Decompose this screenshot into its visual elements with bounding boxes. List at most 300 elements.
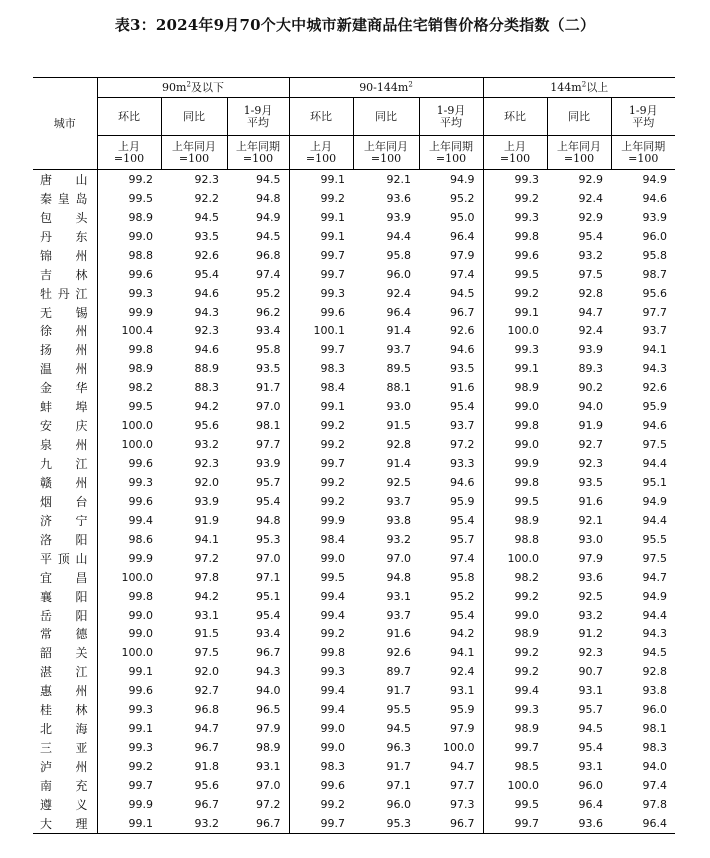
index-value-cell: 91.5 xyxy=(194,627,219,641)
index-value-cell: 98.2 xyxy=(483,568,547,587)
index-value-cell: 94.1 xyxy=(194,532,219,546)
group-header-medium: $90-144m^2$ xyxy=(289,78,483,98)
index-value-cell: 99.1 xyxy=(289,397,353,416)
table-row xyxy=(33,170,675,189)
index-value-cell: 98.8 xyxy=(483,530,547,549)
index-value-cell: 94.5 xyxy=(256,172,281,186)
index-value-cell: 99.5 xyxy=(97,397,161,416)
index-value-cell: 98.4 xyxy=(289,378,353,397)
index-value-cell: 93.9 xyxy=(256,457,281,471)
index-value-cell: 99.2 xyxy=(289,435,353,454)
index-value-cell: 99.4 xyxy=(97,511,161,530)
index-value-cell: 99.7 xyxy=(289,265,353,284)
index-value-cell: 92.6 xyxy=(642,381,667,395)
index-value-cell: 95.9 xyxy=(642,400,667,414)
table-row xyxy=(33,284,675,303)
table-row xyxy=(33,359,675,378)
index-value-cell: 93.5 xyxy=(578,475,603,489)
index-value-cell: 97.0 xyxy=(256,551,281,565)
index-value-cell: 99.1 xyxy=(97,719,161,738)
table-title: 表3：2024年9月70个大中城市新建商品住宅销售价格分类指数（二） xyxy=(114,16,596,34)
index-value-cell: 94.4 xyxy=(642,608,667,622)
index-value-cell: 99.4 xyxy=(483,681,547,700)
mom-header: 环比 xyxy=(97,98,161,136)
index-value-cell: 95.4 xyxy=(450,513,475,527)
index-value-cell: 93.0 xyxy=(386,400,411,414)
index-value-cell: 92.3 xyxy=(194,457,219,471)
index-value-cell: 93.2 xyxy=(161,814,227,833)
index-value-cell: 98.9 xyxy=(483,625,547,644)
index-value-cell: 89.3 xyxy=(578,362,603,376)
index-value-cell: 88.3 xyxy=(194,381,219,395)
index-value-cell: 92.3 xyxy=(578,457,603,471)
index-value-cell: 91.4 xyxy=(386,324,411,338)
index-value-cell: 99.0 xyxy=(97,227,161,246)
table-row xyxy=(33,587,675,606)
index-value-cell: 94.5 xyxy=(642,646,667,660)
index-value-cell: 97.5 xyxy=(194,646,219,660)
index-value-cell: 93.6 xyxy=(547,814,611,833)
index-value-cell: 95.8 xyxy=(450,570,475,584)
index-value-cell: 92.0 xyxy=(194,475,219,489)
table-row xyxy=(33,511,675,530)
index-value-cell: 92.4 xyxy=(386,286,411,300)
table-row xyxy=(33,189,675,208)
index-value-cell: 97.7 xyxy=(642,305,667,319)
index-value-cell: 98.3 xyxy=(642,741,667,755)
index-value-cell: 95.3 xyxy=(353,814,419,833)
index-value-cell: 99.0 xyxy=(483,435,547,454)
index-value-cell: 93.2 xyxy=(578,608,603,622)
city-name-cell: 安庆 xyxy=(40,419,88,434)
header-row-groups xyxy=(33,78,675,98)
index-value-cell: 93.4 xyxy=(256,324,281,338)
index-value-cell: 94.5 xyxy=(578,722,603,736)
table-row xyxy=(33,643,675,662)
index-value-cell: 94.2 xyxy=(194,400,219,414)
index-value-cell: 90.2 xyxy=(578,381,603,395)
city-name-cell: 洛阳 xyxy=(40,532,88,547)
index-value-cell: 99.3 xyxy=(289,662,353,681)
index-value-cell: 99.3 xyxy=(97,738,161,757)
index-value-cell: 94.9 xyxy=(642,172,667,186)
index-value-cell: 99.6 xyxy=(289,303,353,322)
index-value-cell: 98.9 xyxy=(483,378,547,397)
index-value-cell: 99.1 xyxy=(97,814,161,833)
index-value-cell: 99.8 xyxy=(483,227,547,246)
index-value-cell: 96.4 xyxy=(578,797,603,811)
index-value-cell: 93.7 xyxy=(642,324,667,338)
index-value-cell: 97.5 xyxy=(642,551,667,565)
index-value-cell: 94.6 xyxy=(194,343,219,357)
index-value-cell: 95.4 xyxy=(256,608,281,622)
table-row xyxy=(33,606,675,625)
index-value-cell: 97.9 xyxy=(578,551,603,565)
table-row xyxy=(33,719,675,738)
index-value-cell: 99.7 xyxy=(483,814,547,833)
index-value-cell: 99.3 xyxy=(97,473,161,492)
index-value-cell: 99.6 xyxy=(97,265,161,284)
index-value-cell: 99.2 xyxy=(289,416,353,435)
index-value-cell: 95.7 xyxy=(450,532,475,546)
index-value-cell: 94.5 xyxy=(256,229,281,243)
index-value-cell: 94.9 xyxy=(642,494,667,508)
city-name-cell: 秦皇岛 xyxy=(40,191,88,206)
index-value-cell: 93.1 xyxy=(386,589,411,603)
index-value-cell: 92.4 xyxy=(578,191,603,205)
city-name-cell: 丹东 xyxy=(40,229,88,244)
group-header-small: $90m^2$及以下 xyxy=(97,78,289,98)
index-value-cell: 97.8 xyxy=(194,570,219,584)
index-value-cell: 99.2 xyxy=(289,189,353,208)
index-value-cell: 95.4 xyxy=(578,741,603,755)
index-value-cell: 99.1 xyxy=(483,303,547,322)
index-value-cell: 89.5 xyxy=(386,362,411,376)
city-name-cell: 襄阳 xyxy=(40,589,88,604)
index-value-cell: 95.7 xyxy=(256,475,281,489)
avg-header: 1-9月 平均 xyxy=(611,98,675,136)
index-value-cell: 97.5 xyxy=(578,267,603,281)
yoy-base-header: 上年同月 =100 xyxy=(353,136,419,170)
index-value-cell: 93.2 xyxy=(578,248,603,262)
index-value-cell: 93.6 xyxy=(578,570,603,584)
index-value-cell: 95.4 xyxy=(578,229,603,243)
index-value-cell: 97.1 xyxy=(386,778,411,792)
index-value-cell: 98.8 xyxy=(97,246,161,265)
index-value-cell: 100.0 xyxy=(443,741,475,755)
index-value-cell: 95.9 xyxy=(450,703,475,717)
index-value-cell: 93.2 xyxy=(194,438,219,452)
index-value-cell: 99.2 xyxy=(289,625,353,644)
city-name-cell: 泸州 xyxy=(40,760,88,775)
index-value-cell: 95.1 xyxy=(256,589,281,603)
index-value-cell: 99.8 xyxy=(289,643,353,662)
index-value-cell: 92.2 xyxy=(194,191,219,205)
mom-header: 环比 xyxy=(289,98,353,136)
index-value-cell: 96.0 xyxy=(642,703,667,717)
index-value-cell: 97.7 xyxy=(256,438,281,452)
city-name-cell: 宜昌 xyxy=(40,570,88,585)
index-value-cell: 98.9 xyxy=(483,719,547,738)
index-value-cell: 94.9 xyxy=(642,589,667,603)
index-value-cell: 94.5 xyxy=(386,722,411,736)
group-header-large: $144m^2$以上 xyxy=(483,78,675,98)
index-value-cell: 98.6 xyxy=(97,530,161,549)
index-value-cell: 94.3 xyxy=(194,305,219,319)
index-value-cell: 97.8 xyxy=(642,797,667,811)
index-value-cell: 92.4 xyxy=(578,324,603,338)
index-value-cell: 99.9 xyxy=(97,303,161,322)
index-value-cell: 93.1 xyxy=(450,684,475,698)
index-value-cell: 94.3 xyxy=(256,665,281,679)
index-value-cell: 97.4 xyxy=(256,267,281,281)
index-value-cell: 94.2 xyxy=(194,589,219,603)
city-name-cell: 常德 xyxy=(40,627,88,642)
index-value-cell: 99.1 xyxy=(289,227,353,246)
index-value-cell: 93.9 xyxy=(386,210,411,224)
index-value-cell: 95.6 xyxy=(194,778,219,792)
index-value-cell: 95.8 xyxy=(642,248,667,262)
index-value-cell: 98.3 xyxy=(289,757,353,776)
index-value-cell: 94.2 xyxy=(450,627,475,641)
index-value-cell: 99.0 xyxy=(97,606,161,625)
index-value-cell: 93.5 xyxy=(256,362,281,376)
city-name-cell: 桂林 xyxy=(40,703,88,718)
index-value-cell: 93.8 xyxy=(642,684,667,698)
index-value-cell: 97.5 xyxy=(642,438,667,452)
index-value-cell: 91.2 xyxy=(578,627,603,641)
avg-header: 1-9月 平均 xyxy=(227,98,289,136)
index-value-cell: 99.3 xyxy=(483,340,547,359)
table-row xyxy=(33,738,675,757)
table-row xyxy=(33,322,675,341)
index-value-cell: 96.7 xyxy=(194,797,219,811)
index-value-cell: 92.5 xyxy=(578,589,603,603)
index-value-cell: 93.0 xyxy=(578,532,603,546)
index-value-cell: 100.0 xyxy=(97,643,161,662)
mom-base-header: 上月 =100 xyxy=(483,136,547,170)
mom-base-header: 上月 =100 xyxy=(289,136,353,170)
table-row xyxy=(33,378,675,397)
city-name-cell: 牡丹江 xyxy=(40,286,88,301)
table-row xyxy=(33,549,675,568)
index-value-cell: 93.5 xyxy=(194,229,219,243)
index-value-cell: 99.3 xyxy=(483,208,547,227)
table-row xyxy=(33,662,675,681)
table-row xyxy=(33,700,675,719)
index-value-cell: 93.1 xyxy=(578,684,603,698)
table-row xyxy=(33,530,675,549)
index-value-cell: 94.6 xyxy=(642,419,667,433)
index-value-cell: 100.0 xyxy=(483,322,547,341)
city-name-cell: 无锡 xyxy=(40,305,88,320)
city-name-cell: 北海 xyxy=(40,722,88,737)
city-name-cell: 金华 xyxy=(40,381,88,396)
table-row xyxy=(33,265,675,284)
table-row xyxy=(33,303,675,322)
index-value-cell: 99.2 xyxy=(97,170,161,189)
index-value-cell: 99.2 xyxy=(289,492,353,511)
index-value-cell: 97.2 xyxy=(256,797,281,811)
index-value-cell: 95.2 xyxy=(450,191,475,205)
index-value-cell: 99.9 xyxy=(97,795,161,814)
index-value-cell: 94.5 xyxy=(450,286,475,300)
index-value-cell: 99.0 xyxy=(289,719,353,738)
index-value-cell: 94.0 xyxy=(256,684,281,698)
table-row xyxy=(33,416,675,435)
index-value-cell: 99.9 xyxy=(97,549,161,568)
index-value-cell: 99.7 xyxy=(289,246,353,265)
city-name-cell: 遵义 xyxy=(40,797,88,812)
yoy-header: 同比 xyxy=(547,98,611,136)
index-value-cell: 93.3 xyxy=(450,457,475,471)
index-value-cell: 88.1 xyxy=(386,381,411,395)
index-value-cell: 94.6 xyxy=(642,191,667,205)
index-value-cell: 99.2 xyxy=(483,587,547,606)
index-value-cell: 92.6 xyxy=(194,248,219,262)
city-name-cell: 徐州 xyxy=(40,324,88,339)
index-value-cell: 92.0 xyxy=(194,665,219,679)
index-value-cell: 93.1 xyxy=(256,760,281,774)
index-value-cell: 94.7 xyxy=(578,305,603,319)
index-value-cell: 99.4 xyxy=(289,700,353,719)
index-value-cell: 93.4 xyxy=(256,627,281,641)
city-name-cell: 蚌埠 xyxy=(40,400,88,415)
city-name-cell: 三亚 xyxy=(40,741,88,756)
index-value-cell: 97.2 xyxy=(450,438,475,452)
index-value-cell: 99.5 xyxy=(483,492,547,511)
index-value-cell: 96.5 xyxy=(256,703,281,717)
index-value-cell: 93.9 xyxy=(578,343,603,357)
table-row xyxy=(33,435,675,454)
index-value-cell: 97.4 xyxy=(642,778,667,792)
index-value-cell: 88.9 xyxy=(194,362,219,376)
index-value-cell: 100.0 xyxy=(97,435,161,454)
city-name-cell: 吉林 xyxy=(40,267,88,282)
table-body xyxy=(33,170,675,834)
table-row xyxy=(33,208,675,227)
index-value-cell: 99.1 xyxy=(97,662,161,681)
index-value-cell: 94.4 xyxy=(386,229,411,243)
header-row-metrics xyxy=(33,98,675,136)
index-value-cell: 92.8 xyxy=(578,286,603,300)
index-value-cell: 92.8 xyxy=(386,438,411,452)
index-value-cell: 92.1 xyxy=(386,172,411,186)
index-value-cell: 99.7 xyxy=(483,738,547,757)
index-value-cell: 100.0 xyxy=(483,549,547,568)
price-index-table xyxy=(33,77,675,834)
city-name-cell: 唐山 xyxy=(40,172,88,187)
index-value-cell: 99.8 xyxy=(97,587,161,606)
index-value-cell: 99.9 xyxy=(483,454,547,473)
index-value-cell: 94.8 xyxy=(256,513,281,527)
index-value-cell: 93.1 xyxy=(578,760,603,774)
index-value-cell: 99.0 xyxy=(289,738,353,757)
index-value-cell: 99.6 xyxy=(289,776,353,795)
index-value-cell: 97.0 xyxy=(386,551,411,565)
index-value-cell: 99.4 xyxy=(289,606,353,625)
index-value-cell: 91.7 xyxy=(386,760,411,774)
index-value-cell: 99.1 xyxy=(289,170,353,189)
index-value-cell: 96.4 xyxy=(386,305,411,319)
index-value-cell: 99.8 xyxy=(483,416,547,435)
index-value-cell: 95.0 xyxy=(450,210,475,224)
index-value-cell: 96.7 xyxy=(227,814,289,833)
index-value-cell: 94.7 xyxy=(450,760,475,774)
yoy-base-header: 上年同月 =100 xyxy=(547,136,611,170)
index-value-cell: 95.1 xyxy=(642,475,667,489)
index-value-cell: 94.8 xyxy=(386,570,411,584)
header-row-bases xyxy=(33,136,675,170)
index-value-cell: 98.1 xyxy=(256,419,281,433)
city-name-cell: 温州 xyxy=(40,362,88,377)
index-value-cell: 99.5 xyxy=(97,189,161,208)
table-row xyxy=(33,814,675,833)
index-value-cell: 99.8 xyxy=(97,340,161,359)
index-value-cell: 92.9 xyxy=(578,210,603,224)
table-row xyxy=(33,473,675,492)
index-value-cell: 99.1 xyxy=(289,208,353,227)
index-value-cell: 99.3 xyxy=(483,700,547,719)
index-value-cell: 95.8 xyxy=(386,248,411,262)
index-value-cell: 92.3 xyxy=(578,646,603,660)
index-value-cell: 99.9 xyxy=(289,511,353,530)
index-value-cell: 95.2 xyxy=(450,589,475,603)
index-value-cell: 94.5 xyxy=(194,210,219,224)
city-name-cell: 包头 xyxy=(40,210,88,225)
index-value-cell: 94.3 xyxy=(642,362,667,376)
index-value-cell: 96.2 xyxy=(256,305,281,319)
index-value-cell: 89.7 xyxy=(386,665,411,679)
index-value-cell: 99.2 xyxy=(289,473,353,492)
index-value-cell: 95.5 xyxy=(642,532,667,546)
index-value-cell: 92.3 xyxy=(194,324,219,338)
index-value-cell: 93.2 xyxy=(386,532,411,546)
table-row xyxy=(33,681,675,700)
index-value-cell: 99.7 xyxy=(289,454,353,473)
index-value-cell: 95.8 xyxy=(256,343,281,357)
index-value-cell: 92.4 xyxy=(450,665,475,679)
index-value-cell: 95.9 xyxy=(450,494,475,508)
index-value-cell: 92.8 xyxy=(642,665,667,679)
mom-header: 环比 xyxy=(483,98,547,136)
index-value-cell: 93.1 xyxy=(194,608,219,622)
index-value-cell: 93.5 xyxy=(450,362,475,376)
index-value-cell: 98.1 xyxy=(642,722,667,736)
index-value-cell: 94.6 xyxy=(194,286,219,300)
index-value-cell: 96.7 xyxy=(194,741,219,755)
index-value-cell: 99.4 xyxy=(289,681,353,700)
index-value-cell: 92.9 xyxy=(578,172,603,186)
index-value-cell: 98.2 xyxy=(97,378,161,397)
city-name-cell: 大理 xyxy=(33,814,97,833)
index-value-cell: 99.0 xyxy=(483,606,547,625)
table-row xyxy=(33,397,675,416)
avg-header: 1-9月 平均 xyxy=(419,98,483,136)
table-row xyxy=(33,776,675,795)
table-row xyxy=(33,227,675,246)
index-value-cell: 96.7 xyxy=(419,814,483,833)
index-value-cell: 94.0 xyxy=(578,400,603,414)
mom-base-header: 上月 =100 xyxy=(97,136,161,170)
index-value-cell: 92.1 xyxy=(578,513,603,527)
index-value-cell: 94.9 xyxy=(256,210,281,224)
index-value-cell: 99.2 xyxy=(483,189,547,208)
index-value-cell: 96.0 xyxy=(578,778,603,792)
index-value-cell: 92.7 xyxy=(578,438,603,452)
index-value-cell: 95.4 xyxy=(450,608,475,622)
index-value-cell: 94.8 xyxy=(256,191,281,205)
index-value-cell: 97.0 xyxy=(256,400,281,414)
index-value-cell: 96.7 xyxy=(450,305,475,319)
index-value-cell: 92.6 xyxy=(450,324,475,338)
table-row xyxy=(33,795,675,814)
index-value-cell: 93.7 xyxy=(450,419,475,433)
index-value-cell: 91.5 xyxy=(386,419,411,433)
index-value-cell: 97.7 xyxy=(450,778,475,792)
index-value-cell: 99.0 xyxy=(483,397,547,416)
index-value-cell: 97.9 xyxy=(450,722,475,736)
index-value-cell: 91.6 xyxy=(450,381,475,395)
city-name-cell: 锦州 xyxy=(40,248,88,263)
yoy-base-header: 上年同月 =100 xyxy=(161,136,227,170)
table-row xyxy=(33,492,675,511)
city-name-cell: 岳阳 xyxy=(40,608,88,623)
city-name-cell: 平顶山 xyxy=(40,551,88,566)
index-value-cell: 96.4 xyxy=(611,814,675,833)
index-value-cell: 94.3 xyxy=(642,627,667,641)
index-value-cell: 99.3 xyxy=(97,700,161,719)
